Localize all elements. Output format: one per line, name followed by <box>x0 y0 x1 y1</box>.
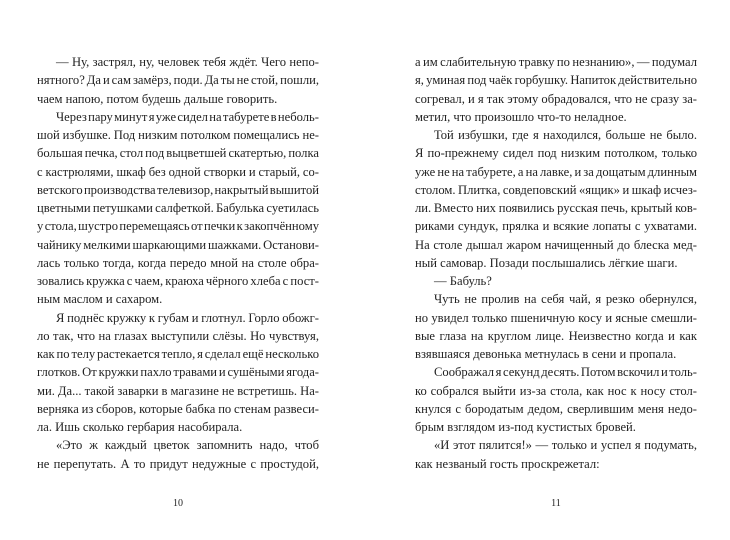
paragraph <box>37 108 319 309</box>
text-line: взявшаяся девонька метнулась в сени и пропала. <box>415 347 677 361</box>
text-line: зовались кружка с чаем, краюха чёрного хлеба с пост- <box>37 274 319 288</box>
text-line: Я по-прежнему сидел под низким потолком, только <box>415 146 697 161</box>
right-page <box>415 53 697 473</box>
paragraph <box>415 272 697 290</box>
text-line: как незваный гость проскрежетал: <box>415 456 600 471</box>
text-line: цветными петушками салфеткой. Бабулька суетилась <box>37 201 319 215</box>
page-number-right: 11 <box>551 498 561 509</box>
paragraph <box>415 363 697 436</box>
paragraph <box>415 436 697 473</box>
text-line: — Бабуль? <box>434 274 492 288</box>
text-line: лась только тогда, когда передо мной на столе обра- <box>37 255 319 270</box>
text-line: с кастрюлями, шкаф без одной створки и старый, со- <box>37 164 319 179</box>
text-line: нятного? Да и сам замёрз, поди. Да ты не стой, пошли, <box>37 73 319 88</box>
paragraph <box>37 309 319 437</box>
text-line: чаем напою, потом будешь дальше говорить. <box>37 91 278 106</box>
text-line: а им слабительную травку по незнанию», — подумал <box>415 55 697 69</box>
text-line: «Это ж каждый цветок запомнить надо, чтоб <box>56 438 319 453</box>
text-line: верняка из сборов, которые бабка по стенам развеси- <box>37 401 319 416</box>
text-line: я, уминая под чаёк горбушку. Напиток действительно <box>415 73 697 88</box>
text-line: уже не на табурете, а на лавке, и за дощатым длинным <box>415 164 697 179</box>
text-line: ветского производства телевизор, накрытый вышитой <box>37 182 319 197</box>
paragraph <box>37 436 319 473</box>
text-line: — Ну, застрял, ну, человек тебя ждёт. Чего непо- <box>56 55 319 69</box>
text-line: ла. Ишь сколько гербария насобирала. <box>37 420 243 434</box>
text-line: ли. Вместо них появились русская печь, крытый ков- <box>415 201 697 215</box>
text-line: глотков. От кружки пахло травами и сушёными ягода- <box>37 365 319 380</box>
text-line: Соображал я секунд десять. Потом вскочил и толь- <box>434 365 697 380</box>
text-line: шой избушке. Под низким потолком помещались не- <box>37 128 319 142</box>
text-line: но увидел только пшеничную косу и ясные смешли- <box>415 310 697 325</box>
text-line: Я поднёс кружку к губам и глотнул. Горло обожг- <box>56 310 319 325</box>
text-line: большая печка, стол под выцветшей скатертью, полка <box>37 146 319 161</box>
text-line: Чуть не пролив на себя чай, я резко обернулся, <box>434 292 697 307</box>
text-line: Через пару минут я уже сидел на табурете в неболь- <box>56 109 319 124</box>
text-line: «И этот пялится!» — только и успел я подумать, <box>434 438 697 453</box>
text-line: метил, что произошло что-то неладное. <box>415 109 627 124</box>
text-line: кнулся с бородатым дедом, сверлившим меня недо- <box>415 401 697 416</box>
paragraph <box>415 53 697 126</box>
text-line: Той избушки, где я находился, больше не было. <box>434 128 697 142</box>
text-line: ным маслом и сахаром. <box>37 292 163 307</box>
text-line: риками сундук, прялка и всякие лопаты с ухватами. <box>415 219 697 234</box>
text-line: чайнику мелкими шаркающими шажками. Останови- <box>37 237 319 252</box>
text-line: как по телу растекается тепло, я сделал ещё несколько <box>37 347 319 361</box>
text-line: столом. Плитка, совдеповский «ящик» и шкаф исчез- <box>415 182 697 197</box>
paragraph <box>37 53 319 108</box>
text-line: ко собрался выйти из-за стола, как нос к носу стол- <box>415 383 697 398</box>
page-number-left: 10 <box>173 498 183 509</box>
text-line: ный самовар. Позади послышались лёгкие шаги. <box>415 255 678 270</box>
text-line: у стола, шустро перемещаясь от печки к закопчённому <box>37 219 319 234</box>
paragraph <box>415 290 697 363</box>
text-line: ми. Да... такой заварки в магазине не встретишь. На- <box>37 383 319 398</box>
left-page <box>37 53 319 473</box>
text-line: вые глаза на круглом лице. Неизвестно когда и как <box>415 328 697 343</box>
paragraph <box>415 126 697 272</box>
text-line: На столе дышал жаром начищенный до блеска мед- <box>415 237 697 252</box>
text-line: ло так, что на глазах выступили слёзы. Но чувствуя, <box>37 328 319 343</box>
text-line: согревал, и я так этому обрадовался, что не сразу за- <box>415 91 697 106</box>
text-line: брым взглядом из-под кустистых бровей. <box>415 420 636 434</box>
text-line: не перепутать. А то придут недужные с простудой, <box>37 456 319 471</box>
